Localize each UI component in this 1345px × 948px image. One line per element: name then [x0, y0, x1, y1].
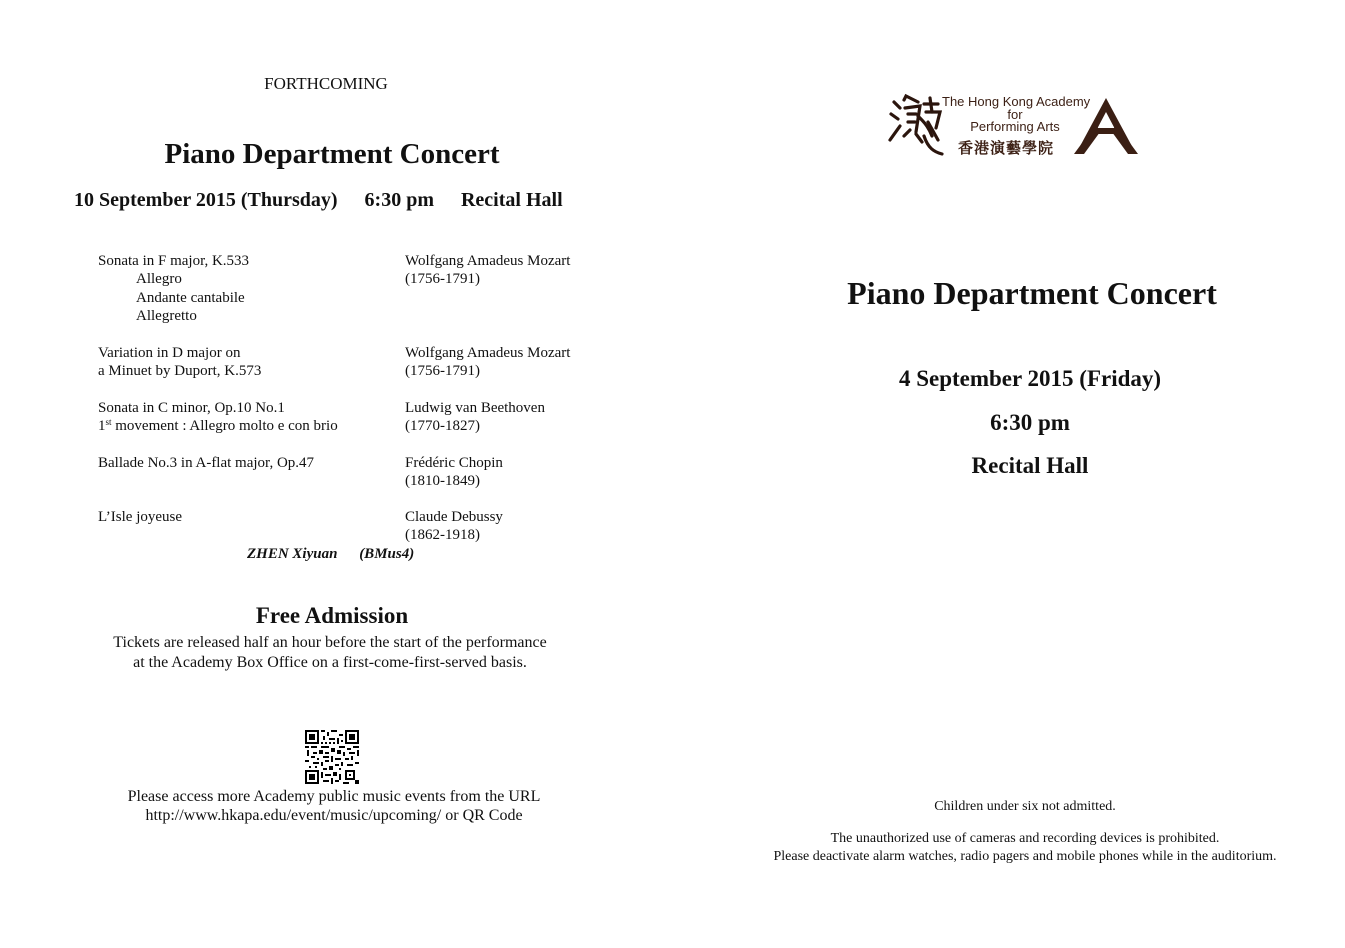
free-admission-text	[0, 633, 660, 672]
composer-name: Claude Debussy	[405, 509, 503, 525]
movement-ordinal-suffix: st	[105, 417, 112, 428]
logo-en-line-2: for	[1007, 106, 1023, 122]
programme-work-title-line2: a Minuet by Duport, K.573	[98, 363, 262, 380]
programme-item-4-composer	[405, 454, 503, 491]
composer-years: (1810-1849)	[405, 473, 480, 490]
movement-ordinal: 1	[98, 418, 106, 435]
right-date: 4 September 2015 (Friday)	[898, 366, 1162, 391]
free-admission-line-1: Tickets are released half an hour before the start of the performance	[113, 634, 547, 651]
composer-years: (1770-1827)	[405, 418, 480, 435]
notice-children: Children under six not admitted.	[934, 799, 1116, 814]
logo-en-line-1: The Hong Kong Academy	[942, 94, 1091, 109]
logo-chinese-name: 香港演藝學院	[958, 141, 1055, 157]
programme-movement	[98, 417, 338, 435]
notice-cameras: The unauthorized use of cameras and recording devices is prohibited.	[830, 831, 1220, 846]
movement-text: movement : Allegro molto e con brio	[111, 418, 338, 435]
composer-name: Wolfgang Amadeus Mozart	[405, 253, 571, 269]
programme-item-3-work	[98, 399, 338, 436]
right-venue: Recital Hall	[971, 453, 1089, 478]
free-admission-line-2: at the Academy Box Office on a first-come-first-served basis.	[133, 653, 527, 671]
access-line-1: Please access more Academy public music events from the URL	[127, 788, 541, 805]
programme-item-1-work	[98, 252, 249, 325]
access-url[interactable]: http://www.hkapa.edu/event/music/upcoming/ or QR Code	[145, 807, 523, 824]
composer-name: Wolfgang Amadeus Mozart	[405, 345, 571, 361]
programme-item-2-composer	[405, 344, 570, 381]
programme-item-1-composer	[405, 252, 570, 289]
programme-work-title: Sonata in F major, K.533	[98, 253, 250, 269]
programme-movement: Allegretto	[136, 307, 197, 324]
free-admission-title: Free Admission	[255, 603, 409, 628]
composer-years: (1756-1791)	[405, 363, 480, 380]
performer-degree: (BMus4)	[359, 546, 415, 562]
left-date: 10 September 2015 (Thursday)	[74, 189, 338, 211]
left-time: 6:30 pm	[364, 189, 434, 211]
access-info	[0, 787, 668, 825]
programme-item-4-work	[98, 454, 314, 472]
composer-name: Ludwig van Beethoven	[405, 400, 545, 416]
programme-work-title: Ballade No.3 in A-flat major, Op.47	[98, 455, 315, 471]
performer	[247, 546, 414, 563]
left-venue: Recital Hall	[460, 189, 563, 211]
left-concert-title: Piano Department Concert	[164, 138, 500, 170]
logo-en-line-3: Performing Arts	[970, 119, 1060, 134]
programme-work-title: Sonata in C minor, Op.10 No.1	[98, 400, 285, 416]
programme-movement: Allegro	[136, 271, 182, 288]
composer-name: Frédéric Chopin	[405, 455, 503, 471]
composer-years: (1862-1918)	[405, 527, 480, 544]
programme-item-5-work	[98, 508, 182, 526]
programme-movement: Andante cantabile	[136, 289, 245, 306]
right-time: 6:30 pm	[990, 410, 1070, 435]
notice-devices: Please deactivate alarm watches, radio pagers and mobile phones while in the auditorium.	[773, 849, 1277, 864]
logo-english-name	[942, 94, 1091, 134]
left-date-time-venue	[74, 189, 563, 212]
forthcoming-label: FORTHCOMING	[264, 74, 388, 93]
programme-item-5-composer	[405, 508, 503, 545]
performer-name: ZHEN Xiyuan	[247, 546, 338, 562]
programme-work-title: L’Isle joyeuse	[98, 509, 183, 525]
programme-item-3-composer	[405, 399, 545, 436]
composer-years: (1756-1791)	[405, 271, 480, 288]
programme-work-title: Variation in D major on	[98, 345, 241, 361]
right-concert-title: Piano Department Concert	[847, 275, 1217, 311]
programme-item-2-work	[98, 344, 261, 381]
qr-code-icon[interactable]	[305, 730, 359, 784]
